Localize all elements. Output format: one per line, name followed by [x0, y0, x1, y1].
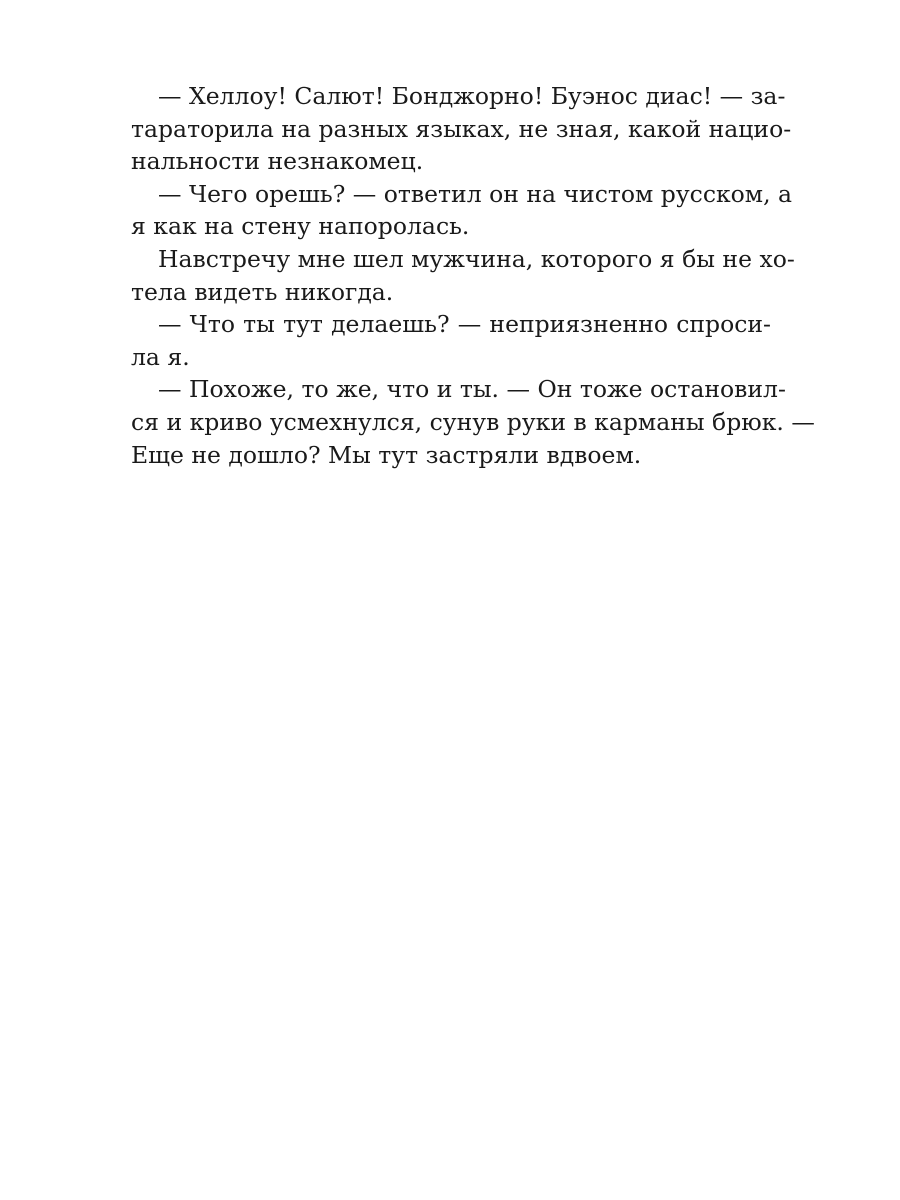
text-line: нальности незнакомец.	[131, 147, 424, 176]
paragraph	[131, 80, 792, 178]
text-line: — Что ты тут делаешь? — неприязненно спроси-	[158, 310, 771, 339]
paragraph	[131, 178, 793, 243]
text-line: я как на стену напоролась.	[131, 212, 470, 241]
body-text	[131, 80, 815, 471]
text-line: — Похоже, то же, что и ты. — Он тоже остановил-	[158, 375, 786, 404]
text-line: Еще не дошло? Мы тут застряли вдвоем.	[131, 440, 642, 469]
text-line: Навстречу мне шел мужчина, которого я бы не хо-	[158, 244, 795, 273]
text-line: ся и криво усмехнулся, сунув руки в карманы брюк. —	[131, 407, 815, 436]
paragraph	[131, 243, 795, 308]
text-line: ла я.	[131, 342, 190, 371]
text-line: — Хеллоу! Салют! Бонджорно! Буэнос диас! — за-	[158, 82, 786, 110]
paragraph	[131, 308, 771, 373]
text-line: тела видеть никогда.	[131, 277, 394, 306]
text-line: — Чего орешь? — ответил он на чистом русском, а	[158, 179, 793, 208]
paragraph	[131, 373, 815, 471]
text-line: тараторила на разных языках, не зная, какой нацио-	[131, 114, 792, 143]
